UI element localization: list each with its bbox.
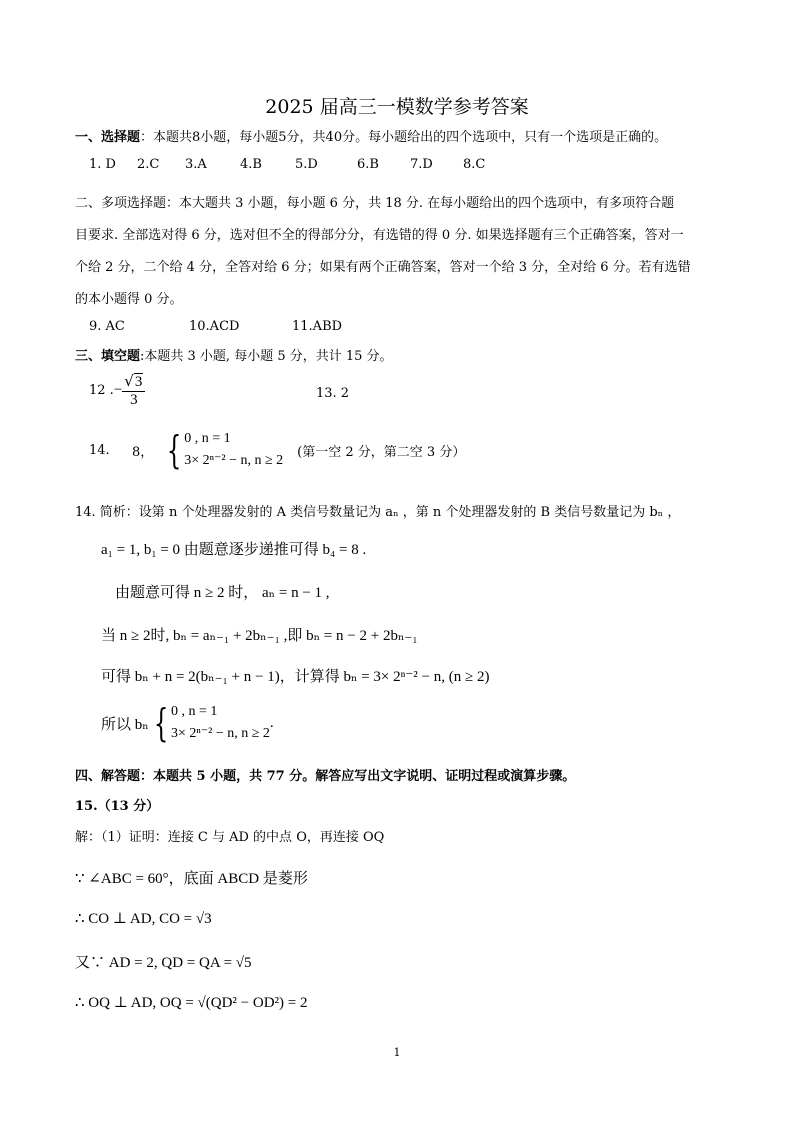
answer-14 [89, 428, 465, 472]
answer-12-label: 12 . [89, 383, 114, 398]
section1-text: ：本题共8小题，每小题5分，共40分。每小题给出的四个选项中，只有一个选项是正确的。 [140, 130, 668, 145]
analysis-line-2: 由题意可得 n ≥ 2 时， aₙ = n − 1 , [115, 585, 330, 601]
answer-13: 13. 2 [316, 386, 350, 401]
answer-12-sign: − [113, 382, 123, 398]
answer-7: 7.D [410, 157, 433, 172]
analysis-cases: { 0 , n = 1 3× 2ⁿ⁻² − n, n ≥ 2 [153, 701, 270, 745]
answer-14-first: 8， [132, 444, 154, 460]
section1-header [75, 126, 667, 145]
answer-1: 1. D [89, 157, 116, 172]
section2-line-4: 的本小题得 0 分。 [75, 292, 183, 307]
q15-line-3: ∴ CO ⊥ AD, CO = √3 [75, 911, 212, 927]
answer-14-cases: { 0 , n = 1 3× 2ⁿ⁻² − n, n ≥ 2 [166, 428, 284, 472]
answer-12-denominator: 3 [130, 392, 138, 408]
section3-heading: 三、填空题 [75, 349, 141, 364]
answer-14-note: (第一空 2 分，第二空 3 分） [297, 444, 466, 460]
answer-5: 5.D [295, 157, 318, 172]
section2-line-1: 二、多项选择题：本大题共 3 小题，每小题 6 分，共 18 分. 在每小题给出的四个选项中，有多项符合题 [75, 196, 675, 211]
analysis-case-1: 0 , n = 1 [170, 704, 218, 719]
answer-6: 6.B [357, 157, 379, 172]
analysis-line-3: 当 n ≥ 2时, bₙ = aₙ₋₁ + 2bₙ₋₁ ,即 bₙ = n − 2 + 2bₙ₋₁ [101, 628, 418, 644]
analysis-intro: 14. 简析：设第 n 个处理器发射的 A 类信号数量记为 aₙ ，第 n 个处理器发射的 B 类信号数量记为 bₙ ， [75, 505, 681, 520]
answer-14-case-2: 3× 2ⁿ⁻² − n, n ≥ 2 [184, 453, 284, 468]
analysis-line-5 [101, 701, 274, 745]
section2-line-2: 目要求. 全部选对得 6 分，选对但不全的得部分分，有选错的得 0 分. 如果选择题有三个正确答案，答对一 [75, 228, 684, 243]
q15-line-5: ∴ OQ ⊥ AD, OQ = √(QD² − OD²) = 2 [75, 995, 308, 1011]
page-title: 2025 届高三一模数学参考答案 [265, 96, 529, 118]
answer-12-fraction [122, 372, 145, 409]
analysis-line-1: a₁ = 1, b₁ = 0 由题意逐步递推可得 b₄ = 8 . [101, 542, 367, 558]
analysis-line-5-suffix: . [269, 714, 274, 731]
section1-answers [89, 157, 485, 172]
analysis-line-4: 可得 bₙ + n = 2(bₙ₋₁ + n − 1)，计算得 bₙ = 3× 2ⁿ⁻² − n, (n ≥ 2) [101, 669, 490, 685]
answer-3: 3.A [185, 157, 207, 172]
answer-9: 9. AC [89, 319, 125, 334]
q15-line-1: 解：（1）证明：连接 C 与 AD 的中点 O，再连接 OQ [75, 830, 385, 845]
section2-line-3: 个给 2 分，二个给 4 分，全答对给 6 分；如果有两个正确答案，答对一个给 3 分，全对给 6 分。若有选错 [75, 260, 691, 275]
section2-answers [89, 319, 342, 334]
q15-line-4: 又∵ AD = 2, QD = QA = √5 [75, 955, 252, 971]
section4-heading: 四、解答题：本题共 5 小题，共 77 分。解答应写出文字说明、证明过程或演算步骤。 [75, 769, 576, 784]
section1-heading: 一、选择题 [75, 130, 141, 145]
answer-14-label: 14. [89, 442, 110, 458]
page-number: 1 [393, 1046, 401, 1059]
answer-2: 2.C [137, 157, 160, 172]
q15-line-2: ∵ ∠ABC = 60°，底面 ABCD 是菱形 [75, 871, 308, 887]
answer-12-numerator: √3 [122, 372, 145, 392]
answer-12 [89, 372, 145, 409]
section3-header [75, 345, 393, 364]
q15-heading: 15.（13 分） [75, 799, 160, 814]
answer-8: 8.C [463, 157, 486, 172]
analysis-line-5-prefix: 所以 bₙ [101, 716, 149, 733]
answer-4: 4.B [240, 157, 262, 172]
analysis-case-2: 3× 2ⁿ⁻² − n, n ≥ 2 [170, 726, 270, 741]
answer-11: 11.ABD [292, 319, 343, 334]
answer-10: 10.ACD [189, 319, 240, 334]
answer-14-case-1: 0 , n = 1 [184, 431, 231, 446]
section3-text: :本题共 3 小题, 每小题 5 分，共计 15 分。 [140, 349, 393, 364]
